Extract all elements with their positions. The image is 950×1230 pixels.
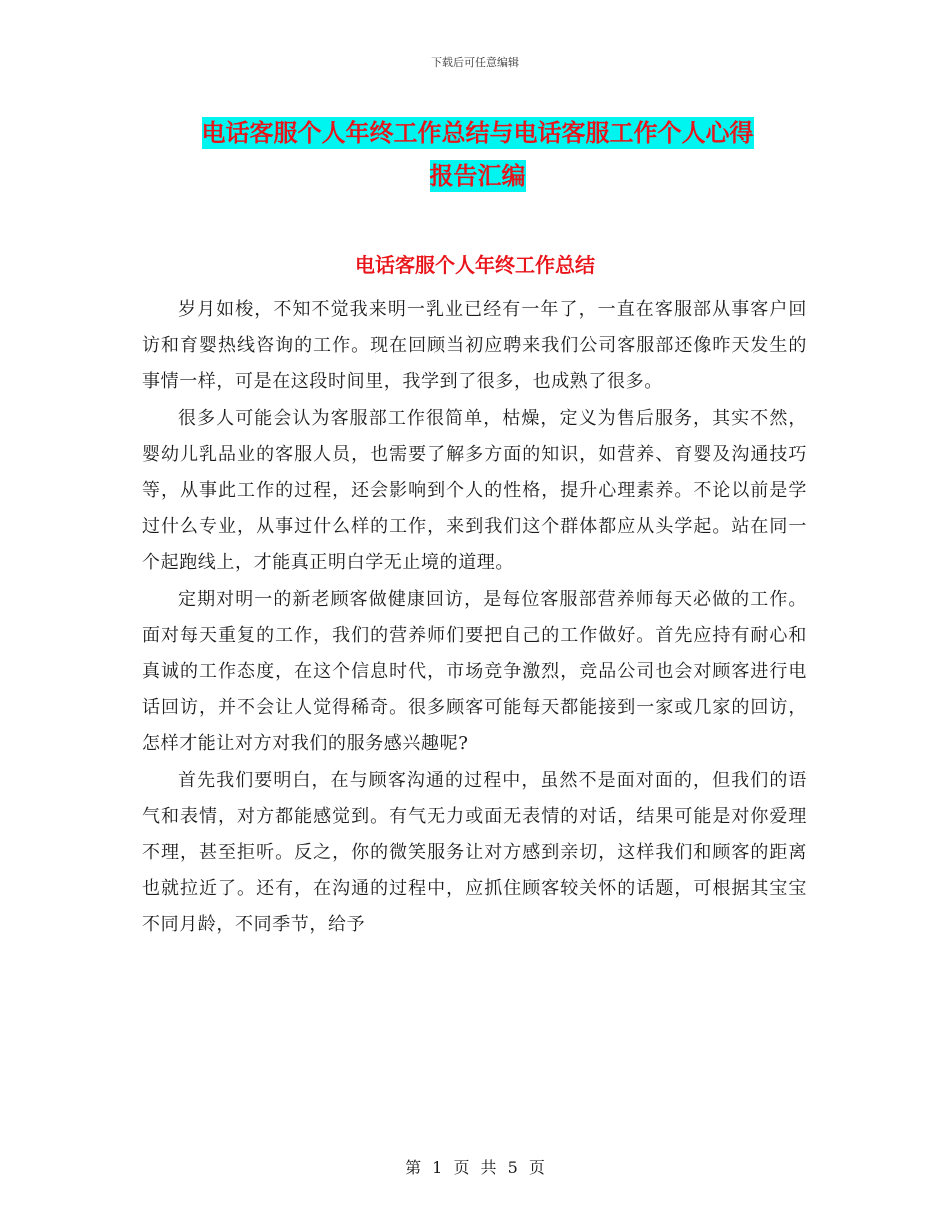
document-title (140, 112, 815, 198)
header-note: 下载后可任意编辑 (431, 56, 519, 69)
body-text (142, 292, 807, 944)
section-title: 电话客服个人年终工作总结 (355, 253, 595, 277)
paragraph: 首先我们要明白，在与顾客沟通的过程中，虽然不是面对面的，但我们的语气和表情，对方都能感觉到。有气无力或面无表情的对话，结果可能是对你爱理不理，甚至拒听。反之，你的微笑服务让对方感到亲切，这样我们和顾客的距离也就拉近了。还有，在沟通的过程中，应抓住顾客较关怀的话题，可根据其宝宝不同月龄，不同季节，给予 (142, 769, 807, 936)
document-title-line1: 电话客服个人年终工作总结与电话客服工作个人心得 (201, 119, 754, 147)
paragraph: 很多人可能会认为客服部工作很简单，枯燥，定义为售后服务，其实不然，婴幼儿乳品业的客服人员，也需要了解多方面的知识，如营养、育婴及沟通技巧等，从事此工作的过程，还会影响到个人的性格，提升心理素养。不论以前是学过什么专业，从事过什么样的工作，来到我们这个群体都应从头学起。站在同一个起跑线上，才能真正明白学无止境的道理。 (142, 407, 807, 574)
page-number-footer: 第 1 页 共 5 页 (405, 1158, 545, 1177)
paragraph: 定期对明一的新老顾客做健康回访，是每位客服部营养师每天必做的工作。面对每天重复的工作，我们的营养师们要把自己的工作做好。首先应持有耐心和真诚的工作态度，在这个信息时代，市场竞争激烈，竞品公司也会对顾客进行电话回访，并不会让人觉得稀奇。很多顾客可能每天都能接到一家或几家的回访，怎样才能让对方对我们的服务感兴趣呢? (142, 588, 807, 755)
paragraph: 岁月如梭，不知不觉我来明一乳业已经有一年了，一直在客服部从事客户回访和育婴热线咨询的工作。现在回顾当初应聘来我们公司客服部还像昨天发生的事情一样，可是在这段时间里，我学到了很多，也成熟了很多。 (142, 299, 807, 393)
document-title-line2: 报告汇编 (429, 162, 526, 190)
